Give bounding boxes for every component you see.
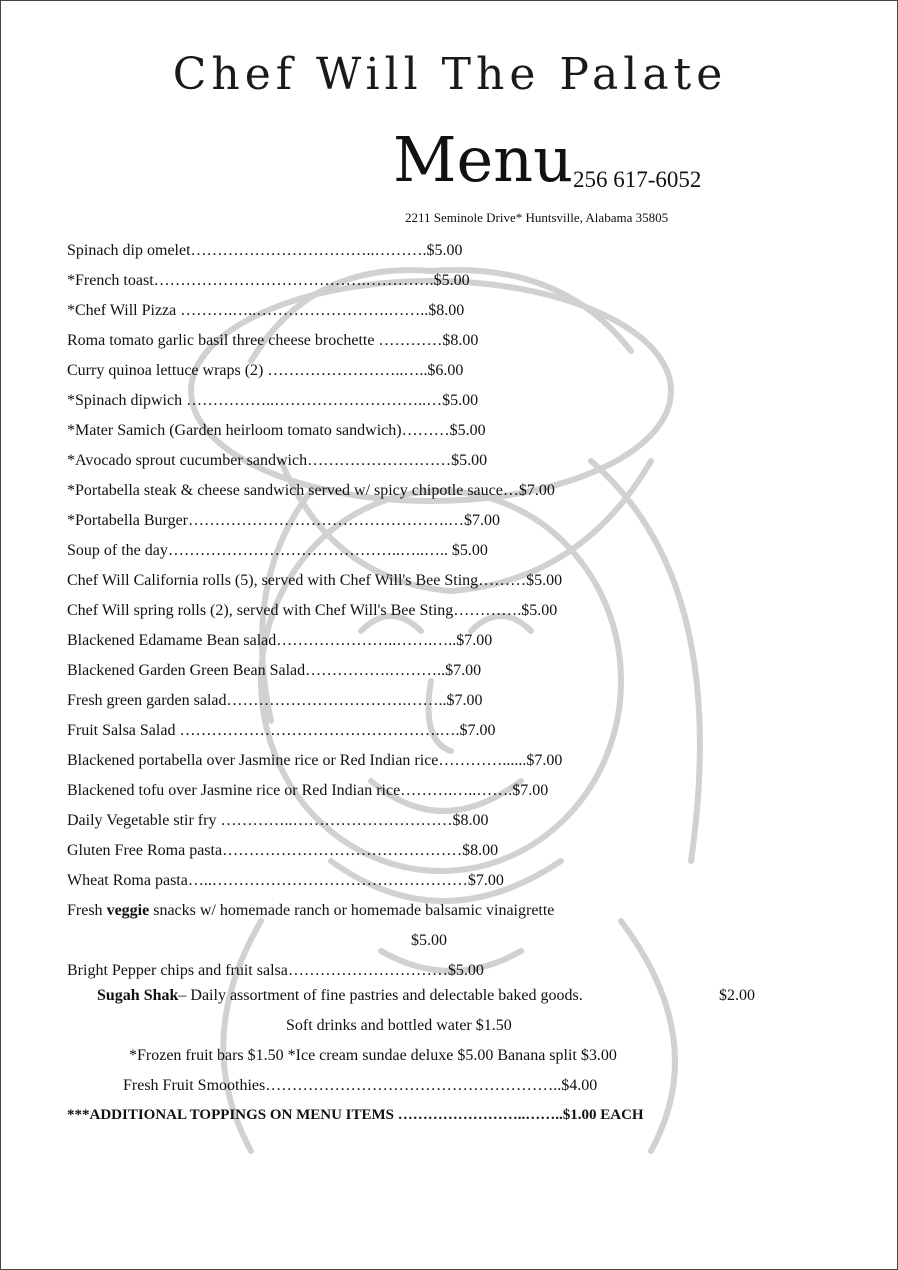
sugah-shak-line xyxy=(97,987,583,1005)
menu-item: Soup of the day……………………………………..…..….. $5.00 xyxy=(67,542,488,559)
frozen-desserts-line: *Frozen fruit bars $1.50 *Ice cream sundae deluxe $5.00 Banana split $3.00 xyxy=(129,1047,617,1064)
menu-item: Blackened Garden Green Bean Salad…………….………..$7.00 xyxy=(67,662,482,679)
address: 2211 Seminole Drive* Huntsville, Alabama 35805 xyxy=(405,210,669,225)
phone-number: 256 617-6052 xyxy=(573,167,702,192)
menu-item: Chef Will California rolls (5), served with Chef Will's Bee Sting………$5.00 xyxy=(67,572,563,589)
smoothies-line: Fresh Fruit Smoothies………………………………………………..$4.00 xyxy=(123,1077,598,1094)
menu-items-list xyxy=(67,239,867,989)
menu-item: Fruit Salsa Salad ………………………………………….….$7.00 xyxy=(67,722,496,739)
sugah-shak-desc: – Daily assortment of fine pastries and delectable baked goods. xyxy=(178,987,583,1004)
menu-item: Curry quinoa lettuce wraps (2) ……………………..…..$6.00 xyxy=(67,362,464,379)
menu-item: Roma tomato garlic basil three cheese brochette …………$8.00 xyxy=(67,332,479,349)
menu-item: *Spinach dipwich ……………..………………………..…$5.00 xyxy=(67,392,479,409)
menu-item: *Portabella steak & cheese sandwich served w/ spicy chipotle sauce…$7.00 xyxy=(67,482,555,499)
veggie-bold: veggie xyxy=(106,902,150,919)
veggie-pre: Fresh xyxy=(67,902,107,919)
menu-item: Daily Vegetable stir fry …………..…………………………$8.00 xyxy=(67,812,489,829)
menu-item: *Avocado sprout cucumber sandwich………………………$5.00 xyxy=(67,452,488,469)
menu-item: *French toast………………………………….………….$5.00 xyxy=(67,272,470,289)
menu-item: Blackened portabella over Jasmine rice or Red Indian rice…………......$7.00 xyxy=(67,752,563,769)
menu-item: *Portabella Burger………………………………………….…$7.00 xyxy=(67,512,501,529)
menu-item: *Mater Samich (Garden heirloom tomato sandwich)………$5.00 xyxy=(67,422,486,439)
menu-item: Wheat Roma pasta…..…………………………………………$7.00 xyxy=(67,872,504,889)
veggie-post: snacks w/ homemade ranch or homemade balsamic vinaigrette xyxy=(149,902,555,919)
menu-heading: Menu xyxy=(393,123,574,196)
additional-toppings-line: ***ADDITIONAL TOPPINGS ON MENU ITEMS ……………………..……..$1.00 EACH xyxy=(67,1107,644,1123)
menu-item: Spinach dip omelet……………………………..……….$5.00 xyxy=(67,242,463,259)
pepper-chips-item: Bright Pepper chips and fruit salsa…………………………$5.00 xyxy=(67,962,484,979)
veggie-price: $5.00 xyxy=(411,932,447,949)
menu-item: Blackened Edamame Bean salad…………………..…….…..$7.00 xyxy=(67,632,493,649)
menu-item: *Chef Will Pizza ……….…..…………………….……..$8.00 xyxy=(67,302,465,319)
soft-drinks-line: Soft drinks and bottled water $1.50 xyxy=(286,1017,512,1034)
menu-item: Chef Will spring rolls (2), served with Chef Will's Bee Sting………….$5.00 xyxy=(67,602,558,619)
menu-item: Blackened tofu over Jasmine rice or Red Indian rice……….…..…….$7.00 xyxy=(67,782,549,799)
menu-item: Fresh green garden salad…………………………….……..$7.00 xyxy=(67,692,483,709)
menu-item: Gluten Free Roma pasta………………………………………$8.00 xyxy=(67,842,499,859)
veggie-snacks-item xyxy=(67,899,867,929)
sugah-shak-name: Sugah Shak xyxy=(97,987,179,1004)
restaurant-title: Chef Will The Palate xyxy=(172,49,728,100)
sugah-shak-price: $2.00 xyxy=(719,987,755,1004)
